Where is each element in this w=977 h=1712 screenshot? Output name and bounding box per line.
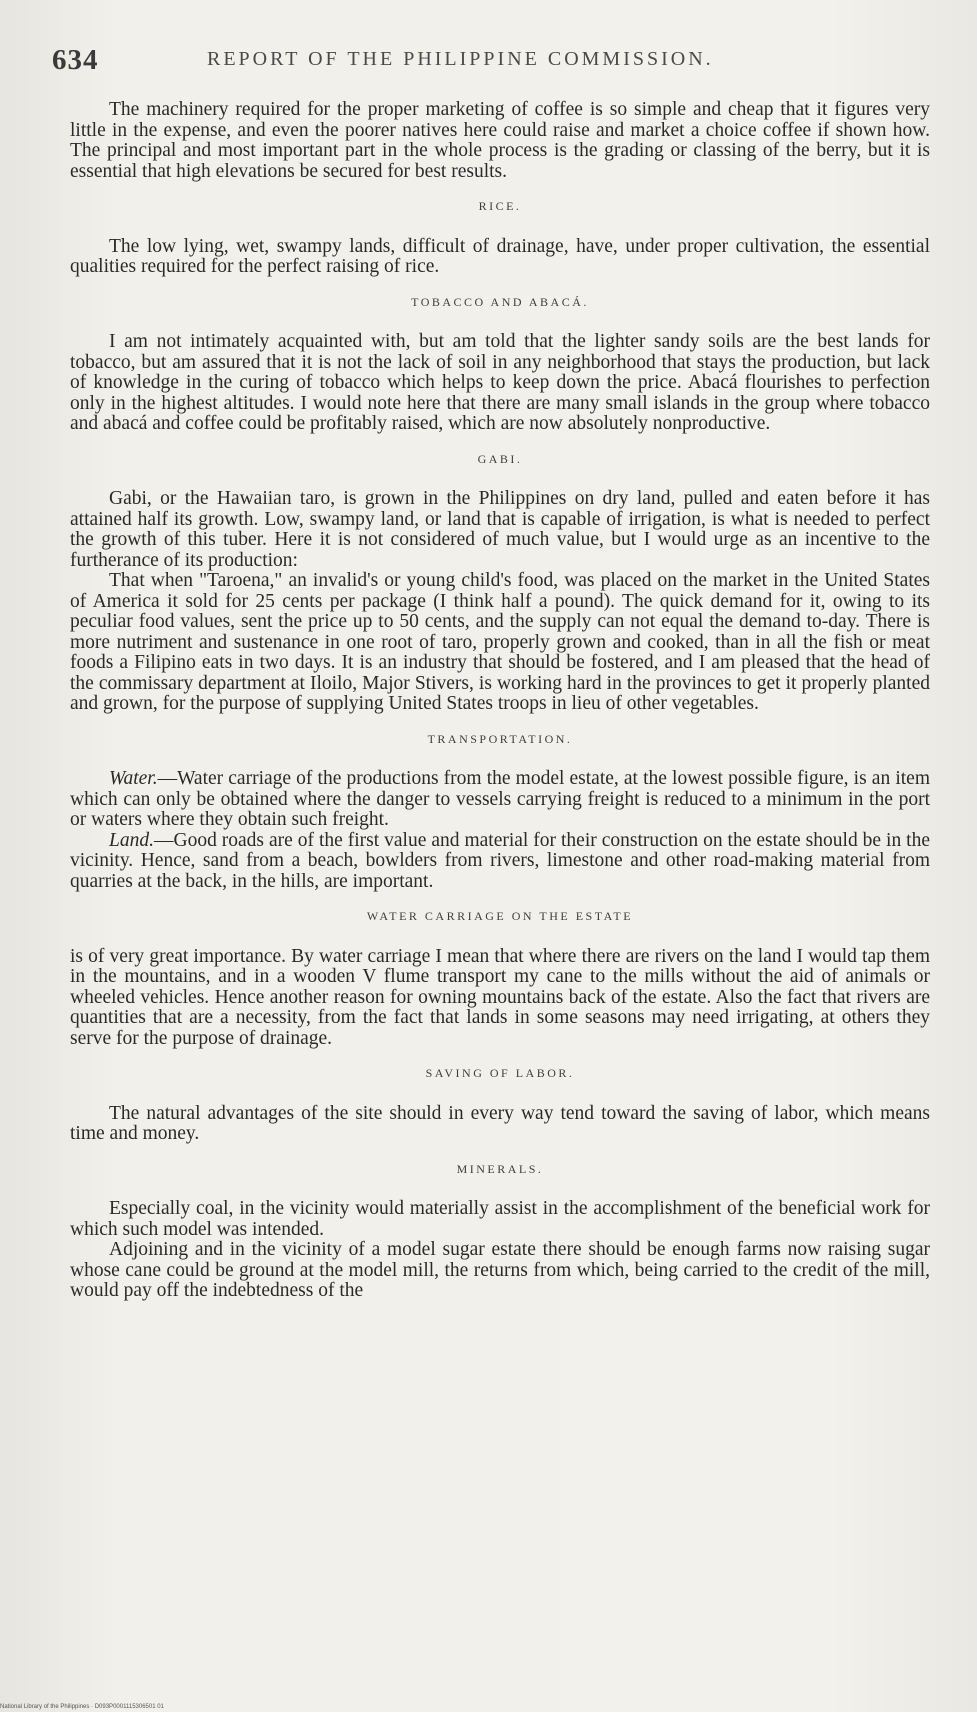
page-header [52, 44, 932, 84]
land-lead: Land. [109, 829, 154, 851]
gabi-paragraph-1: Gabi, or the Hawaiian taro, is grown in the Philippines on dry land, pulled and eaten before it has attained half its growth. Low, swampy land, or land that is capable of irrigation, is what is needed to perfect the growth of this tuber. Here it is not considered of much value, but I would urge as an incentive to the furtherance of its production: [70, 488, 930, 571]
land-transport-paragraph [70, 831, 930, 893]
heading-minerals: MINERALS. [456, 1161, 544, 1176]
heading-transportation: TRANSPORTATION. [427, 731, 573, 746]
minerals-paragraph-2: Adjoining and in the vicinity of a model sugar estate there should be enough farms now raising sugar whose cane could be ground at the model mill, the returns from which, being carried to the credit of the mill, would pay off the indebtedness of the [70, 1239, 930, 1301]
archive-footer: National Library of the Philippines · D093P0001115306501 01 [0, 1704, 164, 1710]
coffee-paragraph: The machinery required for the proper marketing of coffee is so simple and cheap that it figures very little in the expense, and even the poorer natives here could raise and market a choice coffee if shown how. The principal and most important part in the whole process is the grading or classing of the berry, but it is essential that high elevations be secured for best results. [70, 99, 930, 182]
rice-paragraph: The low lying, wet, swampy lands, difficult of drainage, have, under proper cultivation, the essential qualities required for the perfect raising of rice. [70, 235, 930, 277]
heading-tobacco-abaca: TOBACCO AND ABACÁ. [411, 294, 589, 309]
labor-paragraph: The natural advantages of the site should in every way tend toward the saving of labor, which means time and money. [70, 1102, 930, 1144]
minerals-paragraph-1: Especially coal, in the vicinity would materially assist in the accomplishment of the beneficial work for which such model was intended. [70, 1198, 930, 1240]
running-title: REPORT OF THE PHILIPPINE COMMISSION. [207, 48, 714, 70]
gabi-paragraph-2: That when "Taroena," an invalid's or young child's food, was placed on the market in the United States of America it sold for 25 cents per package (I think half a pound). The quick demand for it, owing to its peculiar food values, sent the price up to 50 cents, and the supply can not equal the demand to-day. There is more nutriment and sustenance in one root of taro, properly grown and cooked, than in all the fish or meat foods a Filipino eats in two days. It is an industry that should be fostered, and I am pleased that the head of the commissary department at Iloilo, Major Stivers, is working hard in the provinces to get it properly planted and grown, for the purpose of supplying United States troops in lieu of other vegetables. [70, 570, 930, 714]
heading-water-carriage: WATER CARRIAGE ON THE ESTATE [366, 909, 634, 923]
water-carriage-paragraph: is of very great importance. By water carriage I mean that where there are rivers on the land I would tap them in the mountains, and in a wooden V flume transport my cane to the mills without the aid of animals or wheeled vehicles. Hence another reason for owning mountains back of the estate. Also the fact that rivers are quantities that are a necessity, from the fact that lands in some seasons may need irrigating, at others they serve for the purpose of drainage. [70, 945, 930, 1049]
land-text: —Good roads are of the first value and material for their construction on the estate should be in the vicinity. Hence, sand from a beach, bowlders from rivers, limestone and other road-making material from quarries at the back, in the hills, are important. [70, 829, 930, 892]
tobacco-paragraph: I am not intimately acquainted with, but am told that the lighter sandy soils are the best lands for tobacco, but am assured that it is not the lack of soil in any neighborhood that stays the production, but lack of knowledge in the curing of tobacco which helps to keep down the price. Abacá flourishes to perfection only in the highest altitudes. I would note here that there are many small islands in the group where tobacco and abacá and coffee could be profitably raised, which are now absolutely nonproductive. [70, 331, 930, 434]
water-lead: Water. [109, 768, 158, 789]
page-number: 634 [52, 44, 99, 76]
heading-gabi: GABI. [477, 451, 523, 466]
heading-rice: RICE. [478, 199, 522, 213]
heading-saving-of-labor: SAVING OF LABOR. [425, 1066, 575, 1080]
water-text: —Water carriage of the productions from the model estate, at the lowest possible figure, is an item which can only be obtained where the danger to vessels carrying freight is reduced to a minimum in the port or waters where they obtain such freight. [70, 768, 930, 830]
page-body [70, 100, 930, 1302]
water-transport-paragraph [70, 769, 930, 831]
